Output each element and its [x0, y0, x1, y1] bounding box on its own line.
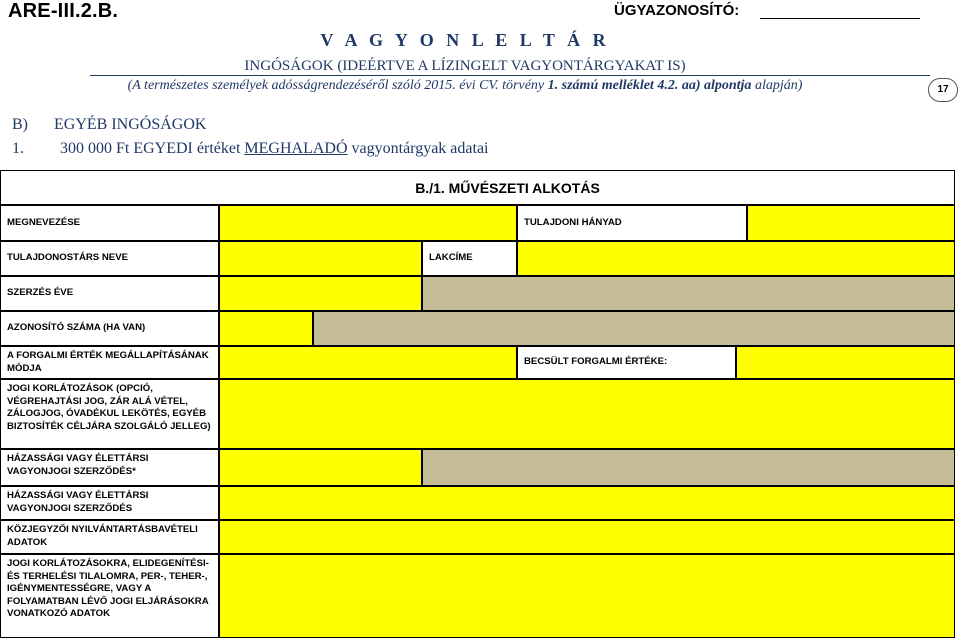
case-id-label: ÜGYAZONOSÍTÓ:: [614, 2, 740, 19]
disabled-cell: [313, 311, 955, 346]
label-marital-contract-star: HÁZASSÁGI VAGY ÉLETTÁRSI VAGYONJOGI SZERZŐDÉS*: [0, 449, 219, 486]
label-restriction-data: JOGI KORLÁTOZÁSOKRA, ELIDEGENÍTÉSI- ÉS TERHELÉSI TILALOMRA, PER-, TEHER-, IGÉNYMENTESSÉGRE, VAGY A FOLYAMATBAN LÉVŐ JOGI ELJÁRÁSOKRA VONATKOZÓ ADATOK: [0, 554, 219, 638]
marital-contract-star-input[interactable]: [219, 449, 422, 486]
section-letter: B): [12, 116, 28, 133]
legal-reference-bold: 1. számú melléklet 4.2. aa) alpontja: [547, 78, 752, 93]
marital-contract-input[interactable]: [219, 486, 955, 520]
ownership-share-input[interactable]: [747, 205, 955, 241]
section-title: EGYÉB INGÓSÁGOK: [54, 116, 207, 133]
table-heading-text: B./1. MŰVÉSZETI ALKOTÁS: [415, 179, 600, 196]
label-valuation-method: A FORGALMI ÉRTÉK MEGÁLLAPÍTÁSÁNAK MÓDJA: [0, 346, 219, 379]
legal-reference: [0, 78, 930, 94]
year-acquired-input[interactable]: [219, 276, 422, 311]
valuation-method-input[interactable]: [219, 346, 517, 379]
page-title: V A G Y O N L E L T Á R: [320, 30, 610, 50]
header-divider: [90, 75, 930, 76]
label-legal-restrictions: JOGI KORLÁTOZÁSOK (OPCIÓ, VÉGREHAJTÁSI JOG, ZÁR ALÁ VÉTEL, ZÁLOGJOG, ÓVADÉKUL LEKÖTÉS, EGYÉB BIZTOSÍTÉK CÉLJÁRA SZOLGÁLÓ JELLEG): [0, 379, 219, 449]
case-id-field[interactable]: [760, 18, 920, 19]
page-number-badge: 17: [928, 78, 958, 102]
section-item-pre: 300 000 Ft EGYEDI értéket: [60, 140, 245, 157]
section-item-number: 1.: [12, 140, 24, 157]
form-code: ARE-III.2.B.: [8, 0, 119, 22]
estimated-value-input[interactable]: [736, 346, 955, 379]
label-name: MEGNEVEZÉSE: [0, 205, 219, 241]
disabled-cell: [422, 449, 955, 486]
id-number-input[interactable]: [219, 311, 313, 346]
label-estimated-value: BECSÜLT FORGALMI ÉRTÉKE:: [517, 346, 736, 379]
co-owner-input[interactable]: [219, 241, 422, 276]
label-year-acquired: SZERZÉS ÉVE: [0, 276, 219, 311]
section-item-post: vagyontárgyak adatai: [347, 140, 489, 157]
section-item-underlined: MEGHALADÓ: [244, 140, 348, 157]
public-registry-input[interactable]: [219, 520, 955, 554]
section-item: [12, 140, 489, 158]
address-input[interactable]: [517, 241, 955, 276]
label-ownership-share: TULAJDONI HÁNYAD: [517, 205, 747, 241]
label-public-registry: KÖZJEGYZŐI NYILVÁNTARTÁSBAVÉTELI ADATOK: [0, 520, 219, 554]
legal-reference-post: alapján): [751, 78, 803, 93]
restriction-data-input[interactable]: [219, 554, 955, 638]
section-heading: [12, 116, 206, 134]
name-input[interactable]: [219, 205, 517, 241]
legal-restrictions-input[interactable]: [219, 379, 955, 449]
label-id-number: AZONOSÍTÓ SZÁMA (HA VAN): [0, 311, 219, 346]
legal-reference-pre: (A természetes személyek adósságrendezéséről szóló 2015. évi CV. törvény: [127, 78, 548, 93]
disabled-cell: [422, 276, 955, 311]
table-heading: [0, 170, 955, 205]
label-marital-contract: HÁZASSÁGI VAGY ÉLETTÁRSI VAGYONJOGI SZERZŐDÉS: [0, 486, 219, 520]
page-subtitle: INGÓSÁGOK (IDEÉRTVE A LÍZINGELT VAGYONTÁRGYAKAT IS): [244, 58, 686, 74]
label-co-owner: TULAJDONOSTÁRS NEVE: [0, 241, 219, 276]
label-address: LAKCÍME: [422, 241, 517, 276]
